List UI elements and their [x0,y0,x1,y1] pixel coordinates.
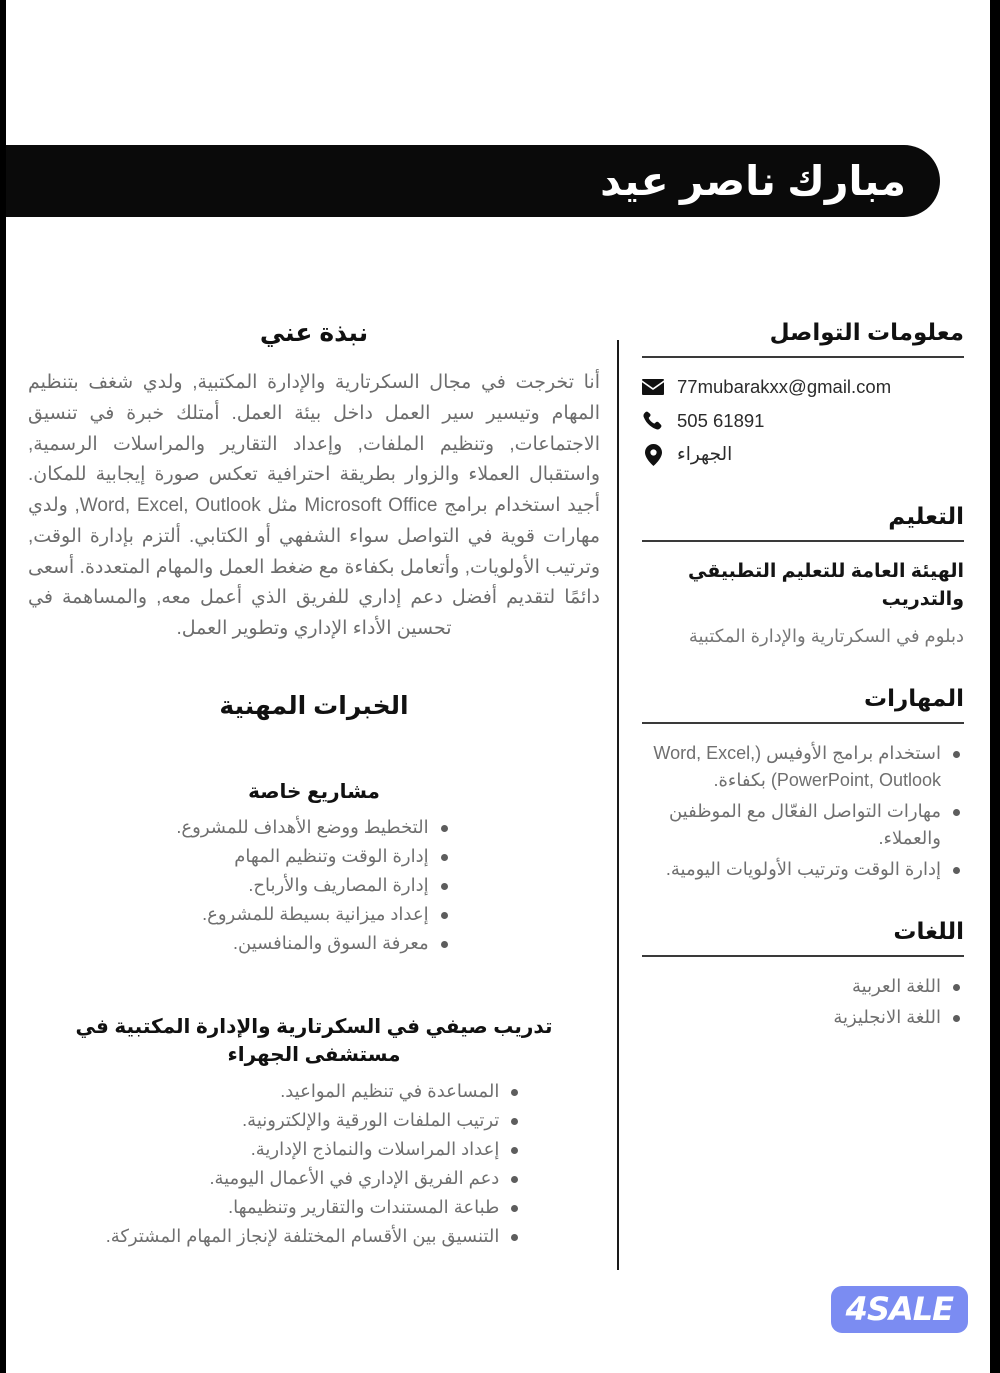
list-item: اللغة الانجليزية [642,1004,964,1031]
list-item: إدارة المصاريف والأرباح. [176,872,451,899]
experience-entry-title: تدريب صيفي في السكرتارية والإدارة المكتبية في مستشفى الجهراء [75,1016,553,1067]
experience-entry-projects [28,779,600,960]
contact-phone: 505 61891 [677,409,765,431]
list-item: إعداد المراسلات والنماذج الإدارية. [106,1136,523,1163]
contact-email: 77mubarakxx@gmail.com [677,375,892,397]
section-skills [642,684,964,883]
education-degree: دبلوم في السكرتارية والإدارة المكتبية [688,626,964,647]
list-item: المساعدة في تنظيم المواعيد. [106,1078,523,1105]
content-columns [6,318,990,1318]
section-contact [642,318,964,468]
experience-entry-title: مشاريع خاصة [248,780,380,803]
header-banner [6,145,940,217]
about-paragraph: أنا تخرجت في مجال السكرتارية والإدارة المكتبية, ولدي شغف بتنظيم المهام وتيسير سير العمل داخل بيئة العمل. أمتلك خبرة في تنسيق الاجتماعات, وتنظيم الملفات, وإعداد التقارير والمراسلات الرسمية, واستقبال العملاء والزوار بطريقة احترافية تعكس صورة إيجابية للمكان. أجيد استخدام برامج Microsoft Office مثل Word, Excel, Outlook, ولدي مهارات قوية في التواصل سواء الشفهي أو الكتابي. ألتزم بإدارة الوقت, وترتيب الأولويات, وأتعامل بكفاءة مع ضغط العمل والمهام المتعددة. أسعى دائمًا لتقديم أفضل دعم إداري للفريق الذي أعمل معه, والمساهمة في تحسين الأداء الإداري وتطوير العمل. [28,372,600,640]
list-item: استخدام برامج الأوفيس (Word, Excel, PowerPoint, Outlook) بكفاءة. [642,740,964,794]
experience-bullets [176,814,451,959]
section-languages [642,917,964,1031]
experience-bullets [106,1078,523,1252]
candidate-name: مبارك ناصر عيد [600,157,906,204]
experience-entry-training [28,1014,600,1251]
languages-title: اللغات [893,917,964,944]
list-item: ترتيب الملفات الورقية والإلكترونية. [106,1107,523,1134]
contact-location: الجهراء [677,443,733,465]
contact-row-phone[interactable] [642,408,964,435]
section-experience [28,691,600,1252]
list-item: مهارات التواصل الفعّال مع الموظفين والعملاء. [642,798,964,852]
sidebar-column [642,318,964,1065]
watermark-label: 4SALE [845,1290,953,1328]
contact-row-location[interactable] [642,441,964,468]
list-item: دعم الفريق الإداري في الأعمال اليومية. [106,1165,523,1192]
contact-row-email[interactable] [642,374,964,401]
education-rule [642,540,964,542]
watermark-badge [831,1286,968,1333]
list-item: طباعة المستندات والتقارير وتنظيمها. [106,1194,523,1221]
list-item: معرفة السوق والمنافسين. [176,930,451,957]
contact-title: معلومات التواصل [769,319,964,345]
list-item: إدارة الوقت وترتيب الأولويات اليومية. [642,856,964,883]
column-divider [617,340,619,1270]
education-organization: الهيئة العامة للتعليم التطبيقي والتدريب [688,560,964,611]
contact-rule [642,356,964,358]
envelope-icon [642,376,664,398]
list-item: إدارة الوقت وتنظيم المهام [176,843,451,870]
phone-icon [642,410,664,432]
list-item: التخطيط ووضع الأهداف للمشروع. [176,814,451,841]
skills-title: المهارات [864,685,964,712]
location-pin-icon [642,444,664,466]
list-item: اللغة العربية [642,973,964,1000]
languages-rule [642,955,964,957]
section-about [28,318,600,645]
languages-list [642,973,964,1031]
skills-rule [642,722,964,724]
list-item: التنسيق بين الأقسام المختلفة لإنجاز المهام المشتركة. [106,1223,523,1250]
section-education [642,502,964,650]
education-title: التعليم [888,503,964,530]
cv-sheet [6,0,990,1373]
list-item: إعداد ميزانية بسيطة للمشروع. [176,901,451,928]
skills-list [642,740,964,883]
about-title: نبذة عني [259,319,369,347]
main-column [28,318,600,1252]
experience-title: الخبرات المهنية [219,691,409,720]
